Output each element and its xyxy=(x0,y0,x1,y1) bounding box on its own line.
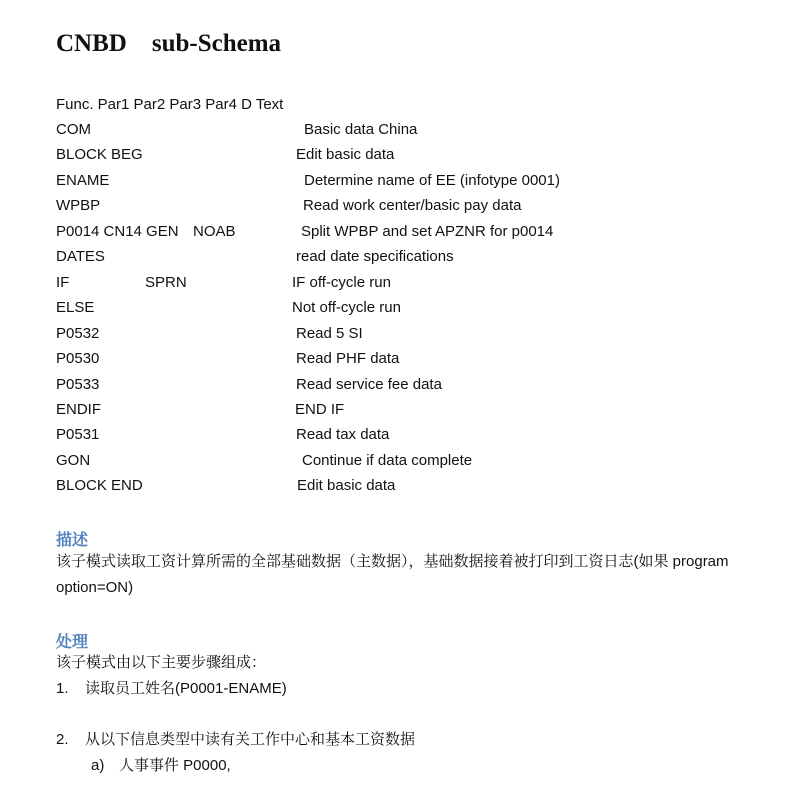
schema-row xyxy=(56,450,756,472)
schema-text: Read work center/basic pay data xyxy=(303,197,522,215)
schema-function: DATES xyxy=(56,248,105,266)
schema-row xyxy=(56,399,756,421)
schema-function: P0532 xyxy=(56,324,100,342)
schema-function: P0014 CN14 GEN xyxy=(56,222,179,240)
schema-text: Edit basic data xyxy=(297,477,396,495)
schema-function: GON xyxy=(56,451,91,469)
schema-row xyxy=(56,424,756,446)
schema-function: P0533 xyxy=(56,375,100,393)
schema-row xyxy=(56,119,756,141)
schema-row xyxy=(56,170,756,192)
schema-text: END IF xyxy=(295,400,345,418)
schema-text: Edit basic data xyxy=(296,146,395,164)
description-heading: 描述 xyxy=(56,532,89,549)
description-text: 该子模式读取工资计算所需的全部基础数据（主数据），基础数据接着被打印到工资日志(如果 program option=ON) xyxy=(56,553,729,596)
schema-text: Read service fee data xyxy=(296,375,442,393)
schema-text: Read PHF data xyxy=(296,350,400,368)
schema-parameter: SPRN xyxy=(145,273,187,291)
processing-heading: 处理 xyxy=(56,634,89,651)
schema-row xyxy=(56,246,756,268)
schema-function: BLOCK END xyxy=(56,477,143,495)
schema-function: P0531 xyxy=(56,426,100,444)
schema-row xyxy=(56,297,756,319)
schema-text: Not off-cycle run xyxy=(292,299,401,317)
schema-row xyxy=(56,144,756,166)
substep-number: a) xyxy=(91,757,105,774)
step-text: 从以下信息类型中读有关工作中心和基本工资数据 xyxy=(85,731,416,748)
schema-text: IF off-cycle run xyxy=(292,273,391,291)
substep-text: 人事事件 P0000, xyxy=(119,757,231,774)
schema-function: ENDIF xyxy=(56,400,101,418)
schema-function: WPBP xyxy=(56,197,101,215)
schema-function: BLOCK BEG xyxy=(56,146,143,164)
schema-row xyxy=(56,323,756,345)
schema-row xyxy=(56,195,756,217)
schema-text: Read tax data xyxy=(296,426,390,444)
schema-row xyxy=(56,272,756,294)
schema-function: COM xyxy=(56,121,91,138)
schema-row xyxy=(56,475,756,497)
schema-text: Read 5 SI xyxy=(296,324,363,342)
schema-text: Basic data China xyxy=(304,121,418,138)
step-number: 1. xyxy=(56,680,69,697)
schema-function: IF xyxy=(56,273,70,291)
step-text: 读取员工姓名(P0001-ENAME) xyxy=(85,680,287,697)
schema-parameter: NOAB xyxy=(193,222,236,240)
schema-row xyxy=(56,348,756,370)
schema-function: ENAME xyxy=(56,171,110,189)
schema-text: Continue if data complete xyxy=(302,451,473,469)
schema-row xyxy=(56,221,756,243)
schema-text: read date specifications xyxy=(296,248,454,266)
schema-text: Determine name of EE (infotype 0001) xyxy=(304,171,560,189)
header-text: Func. Par1 Par2 Par3 Par4 D Text xyxy=(56,96,284,113)
schema-header-line xyxy=(56,94,756,116)
schema-function: ELSE xyxy=(56,299,95,317)
processing-intro: 该子模式由以下主要步骤组成： xyxy=(56,654,267,671)
page-title: CNBD sub-Schema xyxy=(56,30,282,57)
schema-function: P0530 xyxy=(56,350,100,368)
schema-text: Split WPBP and set APZNR for p0014 xyxy=(301,222,554,240)
schema-row xyxy=(56,374,756,396)
step-number: 2. xyxy=(56,731,69,748)
